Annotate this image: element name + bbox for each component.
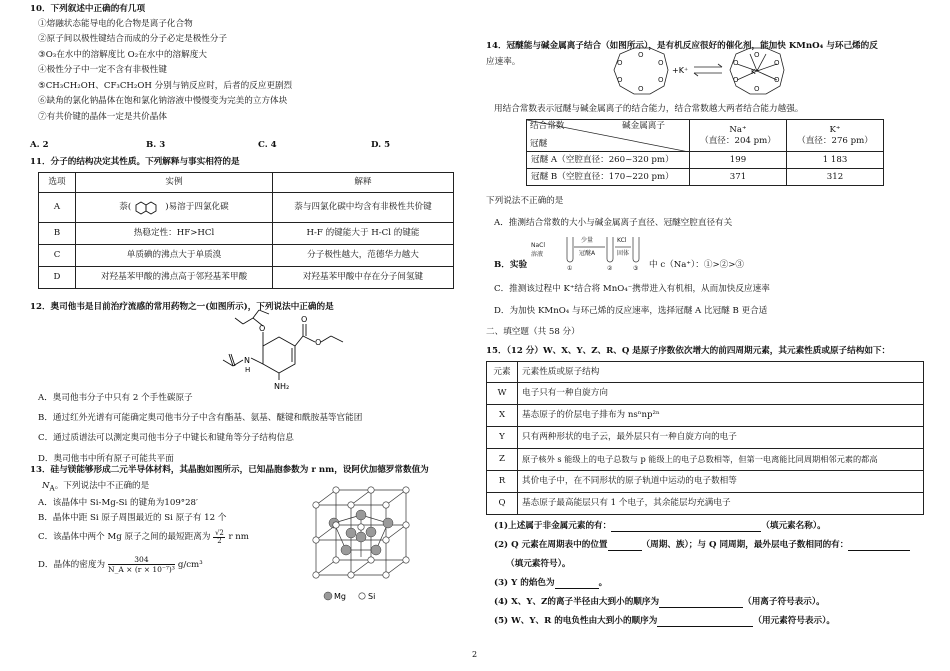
- header-cell: [787, 120, 884, 152]
- table-row: [487, 405, 924, 427]
- ion-label: K⁺: [829, 124, 841, 135]
- q13-title: 13．硅与镁能够形成二元半导体材料，其晶胞如图所示，已知晶胞参数为 r nm，设阿伏加德罗常数值为: [30, 465, 429, 475]
- mg-legend-icon: [324, 592, 332, 600]
- fraction-num: 304: [134, 555, 149, 564]
- q12-option: A．奥司他韦分子中只有 2 个手性碳原子: [38, 393, 193, 403]
- header-cell: [690, 120, 787, 152]
- table-cell: B: [39, 223, 76, 245]
- q14-ask: 下列说法不正确的是: [486, 196, 564, 206]
- q10-option-c: C. 4: [258, 140, 277, 150]
- table-cell: [76, 193, 273, 223]
- q15-sub2: [494, 540, 910, 551]
- svg-text:O: O: [733, 76, 739, 84]
- si-legend-icon: [359, 593, 365, 599]
- q12-title: 12．奥司他韦是目前治疗流感的常用药物之一(如图所示)，下列说法中正确的是: [30, 302, 334, 312]
- exp-label: ②: [607, 265, 613, 271]
- q13-option-d-text: D．晶体的密度为: [38, 559, 106, 570]
- q13-option-d: [38, 556, 203, 575]
- exp-label: 固体: [617, 250, 630, 257]
- ion-diameter: （直径：204 pm）: [700, 135, 776, 146]
- struct-label: O: [301, 315, 308, 324]
- q15-sub2-mid: （周期、族）；与 Q 同周期，最外层电子数相同的有：: [641, 540, 849, 550]
- table-cell: 热稳定性：HF>HCl: [76, 223, 273, 245]
- answer-blank[interactable]: [608, 541, 642, 551]
- q15-header: 元素性质或原子结构: [518, 362, 924, 383]
- svg-text:O: O: [617, 76, 623, 84]
- corner-label: 碱金属离子: [622, 121, 665, 131]
- table-row: [487, 383, 924, 405]
- q15-header: 元素: [487, 362, 518, 383]
- q10-option-b: B. 3: [146, 140, 166, 150]
- table-cell: D: [39, 267, 76, 289]
- naphthalene-text: 萘(: [119, 202, 132, 213]
- q15-sub3-text: (3) Y 的焰色为: [494, 578, 555, 588]
- q14-option-b-suffix: 中 c（Na⁺）：①>②>③: [649, 260, 745, 271]
- q14-table: [526, 119, 884, 186]
- q15-sub2-text: (2) Q 元素在周期表中的位置: [494, 540, 608, 550]
- table-cell: 原子核外 s 能级上的电子总数与 p 能级上的电子总数相等，但第一电离能比同周期相邻元素的都高: [518, 449, 924, 471]
- table-cell: 371: [690, 169, 787, 186]
- svg-text:O: O: [774, 59, 780, 67]
- page-number: 2: [472, 650, 478, 659]
- answer-blank[interactable]: [848, 541, 910, 551]
- q10-items: [38, 19, 292, 122]
- table-cell: 对羟基苯甲酸的沸点高于邻羟基苯甲酸: [76, 267, 273, 289]
- svg-text:O: O: [754, 85, 760, 93]
- fraction-num: √2: [214, 529, 224, 537]
- table-row: [527, 169, 884, 186]
- table-cell: 基态原子的价层电子排布为 nsⁿnp²ⁿ: [518, 405, 924, 427]
- legend-label: Mg: [334, 592, 346, 601]
- q15-sub1-text: (1)上述属于非金属元素的有：: [494, 521, 612, 531]
- table-cell: 单质碘的沸点大于单质溴: [76, 245, 273, 267]
- unit: g/cm³: [177, 559, 203, 570]
- svg-text:O: O: [638, 51, 644, 59]
- corner-label: 冠醚: [530, 139, 548, 149]
- table-row: [39, 193, 454, 223]
- naphthalene-rest: )易溶于四氯化碳: [165, 202, 229, 213]
- table-cell: H-F 的键能大于 H-Cl 的键能: [273, 223, 454, 245]
- q14-option-b: [494, 233, 744, 271]
- q15-sub1: [494, 521, 826, 532]
- table-cell: 对羟基苯甲酸中存在分子间氢键: [273, 267, 454, 289]
- na-sub: A: [49, 483, 55, 493]
- svg-text:O: O: [617, 59, 623, 67]
- table-cell: Z: [487, 449, 518, 471]
- table-cell: 199: [690, 152, 787, 169]
- q13-option-a: A．该晶体中 Si-Mg-Si 的键角为109°28′: [38, 498, 198, 508]
- table-row: [39, 245, 454, 267]
- struct-label: O: [315, 338, 322, 347]
- oseltamivir-structure-icon: [195, 308, 360, 390]
- q10-item: ⑤CH₃CH₂OH、CF₃CH₂OH 分别与钠反应时，后者的反应更剧烈: [38, 80, 293, 91]
- table-cell: 基态原子最高能层只有 1 个电子，其余能层均充满电子: [518, 493, 924, 515]
- q10-item: ①熔融状态能导电的化合物是离子化合物: [38, 19, 193, 29]
- q12-option: C．通过质谱法可以测定奥司他韦分子中键长和键角等分子结构信息: [38, 433, 294, 444]
- q14-option-c: C．推测该过程中 K⁺结合将 MnO₄⁻携带进入有机相，从而加快反应速率: [494, 284, 770, 294]
- q15-sub4: [494, 597, 825, 608]
- exp-label: KCl: [617, 237, 627, 244]
- svg-text:O: O: [658, 59, 664, 67]
- q12-option: B．通过红外光谱有可能确定奥司他韦分子中含有酯基、氨基、醚键和酰胺基等官能团: [38, 413, 363, 424]
- q15-table: [486, 361, 924, 515]
- svg-text:O: O: [638, 85, 644, 93]
- table-row: [487, 427, 924, 449]
- naphthalene-icon: [133, 201, 163, 215]
- scheme-label: +K⁺: [672, 66, 689, 75]
- q10-item: ⑥缺角的氯化钠晶体在饱和氯化钠溶液中慢慢变为完美的立方体块: [38, 96, 288, 107]
- table-cell: 只有两种形状的电子云，最外层只有一种自旋方向的电子: [518, 427, 924, 449]
- answer-blank[interactable]: [611, 522, 761, 532]
- q13-option-b: B．晶体中距 Si 原子周围最近的 Si 原子有 12 个: [38, 513, 227, 523]
- answer-blank[interactable]: [555, 579, 599, 589]
- table-row: [487, 449, 924, 471]
- crystal-cell-icon: [306, 485, 424, 605]
- exp-label: ③: [633, 265, 639, 271]
- q10-title: 10．下列叙述中正确的有几项: [30, 4, 146, 14]
- struct-label: N: [244, 356, 250, 365]
- table-row: [39, 267, 454, 289]
- q15-sub4-text: (4) X、Y、Z的离子半径由大到小的顺序为: [494, 597, 660, 607]
- q12-option: D．奥司他韦中所有原子可能共平面: [38, 453, 174, 464]
- q14-option-d: D．为加快 KMnO₄ 与环己烯的反应速率，选择冠醚 A 比冠醚 B 更合适: [494, 306, 768, 316]
- q15-sub5: [494, 616, 835, 627]
- q10: [30, 4, 145, 15]
- q10-item: ②原子间以极性键结合而成的分子必定是极性分子: [38, 34, 228, 45]
- q10-item: ④极性分子中一定不含有非极性键: [38, 65, 167, 76]
- table-cell: X: [487, 405, 518, 427]
- q10-option-d: D. 5: [371, 140, 391, 150]
- q15-sub5-text: (5) W、Y、R 的电负性由大到小的顺序为: [494, 616, 658, 626]
- table-cell: Y: [487, 427, 518, 449]
- fraction-den: N_A × (r × 10⁻⁷)³: [108, 565, 175, 575]
- q15-sub4-end: （用离子符号表示）。: [743, 597, 825, 607]
- q10-option-a: A. 2: [30, 140, 49, 150]
- table-cell: C: [39, 245, 76, 267]
- q14-option-a: A．推测结合常数的大小与碱金属离子直径、冠醚空腔直径有关: [494, 218, 733, 228]
- table-cell: 分子极性越大，范德华力越大: [273, 245, 454, 267]
- exp-label: 冠醚A: [579, 250, 596, 257]
- table-cell: W: [487, 383, 518, 405]
- q15-sub2-cont: （填元素符号）。: [506, 559, 571, 569]
- q10-item: ③O₃在水中的溶解度比 O₂在水中的溶解度大: [38, 49, 207, 60]
- table-cell: Q: [487, 493, 518, 515]
- q15-sub3: [494, 578, 607, 589]
- table-cell: 电子只有一种自旋方向: [518, 383, 924, 405]
- q11-header: 选项: [39, 173, 76, 193]
- ion-label: Na⁺: [729, 124, 747, 135]
- table-cell: 冠醚 B（空腔直径：170~220 pm）: [527, 169, 690, 186]
- fraction: [213, 530, 225, 545]
- q11-header: 解释: [273, 173, 454, 193]
- answer-blank[interactable]: [659, 598, 743, 608]
- table-row: [39, 223, 454, 245]
- table-row: [487, 493, 924, 515]
- q10-item: ⑦有共价键的晶体一定是共价晶体: [38, 111, 167, 122]
- corner-label: 结合常数: [530, 121, 565, 131]
- exp-label: ①: [567, 265, 573, 271]
- table-cell: 其价电子中，在不同形状的原子轨道中运动的电子数相等: [518, 471, 924, 493]
- q12-options: [38, 393, 362, 464]
- table-cell: R: [487, 471, 518, 493]
- crown-ether-scheme-icon: [600, 42, 810, 102]
- table-cell: 冠醚 A（空腔直径：260~320 pm）: [527, 152, 690, 169]
- experiment-tubes-icon: [529, 233, 647, 271]
- table-cell: 萘与四氯化碳中均含有非极性共价键: [273, 193, 454, 223]
- svg-text:O: O: [733, 59, 739, 67]
- table-row: [487, 471, 924, 493]
- q13-option-c: [38, 530, 249, 545]
- section-title: 二、填空题（共 58 分）: [486, 327, 580, 337]
- struct-label: H: [245, 366, 251, 374]
- exp-label: NaCl: [531, 242, 546, 249]
- table-cell: 1 183: [787, 152, 884, 169]
- struct-label: NH₂: [274, 382, 290, 390]
- q13-title-rest: 。下列说法中不正确的是: [54, 481, 150, 491]
- q14-title: 14．冠醚能与碱金属离子结合（如图所示），是有机反应很好的催化剂，能加快 KMnO₄ 与环己烯的反: [486, 41, 878, 51]
- na-symbol: N: [42, 481, 50, 491]
- corner-cell: [527, 120, 690, 152]
- legend-label: Si: [368, 592, 376, 601]
- q11-table: [38, 172, 454, 289]
- exp-label: 溶液: [531, 251, 544, 258]
- unit: r nm: [228, 532, 249, 543]
- table-cell: 312: [787, 169, 884, 186]
- table-row: [527, 152, 884, 169]
- svg-text:O: O: [754, 51, 760, 59]
- scheme-label: K⁺: [751, 68, 760, 76]
- exp-label: 少量: [581, 237, 594, 244]
- fraction-den: 2: [213, 537, 225, 545]
- q15-sub5-end: （用元素符号表示）。: [753, 616, 835, 626]
- answer-blank[interactable]: [657, 617, 753, 627]
- q14-option-b-prefix: B．实验: [494, 260, 528, 271]
- table-cell: A: [39, 193, 76, 223]
- q15-title: 15．（12 分）W、X、Y、Z、R、Q 是原子序数依次增大的前四周期元素，其元素性质或原子结构如下：: [486, 346, 891, 356]
- q13-option-c-text: C．该晶体中两个 Mg 原子之间的最短距离为: [38, 532, 211, 543]
- q14-title-cont: 应速率。: [486, 57, 521, 67]
- q11-header: 实例: [76, 173, 273, 193]
- q13-title-cont: [42, 481, 149, 494]
- q14-intro: 用结合常数表示冠醚与碱金属离子的结合能力，结合常数越大两者结合能力越强。: [494, 104, 804, 114]
- fraction: [108, 556, 175, 575]
- svg-text:O: O: [658, 76, 664, 84]
- struct-label: O: [259, 324, 266, 333]
- ion-diameter: （直径：276 pm）: [797, 135, 873, 146]
- svg-text:O: O: [774, 76, 780, 84]
- q15-sub1-end: （填元素名称）。: [761, 521, 826, 531]
- q15-sub3-end: 。: [598, 578, 608, 588]
- q11-title: 11．分子的结构决定其性质。下列解释与事实相符的是: [30, 157, 240, 167]
